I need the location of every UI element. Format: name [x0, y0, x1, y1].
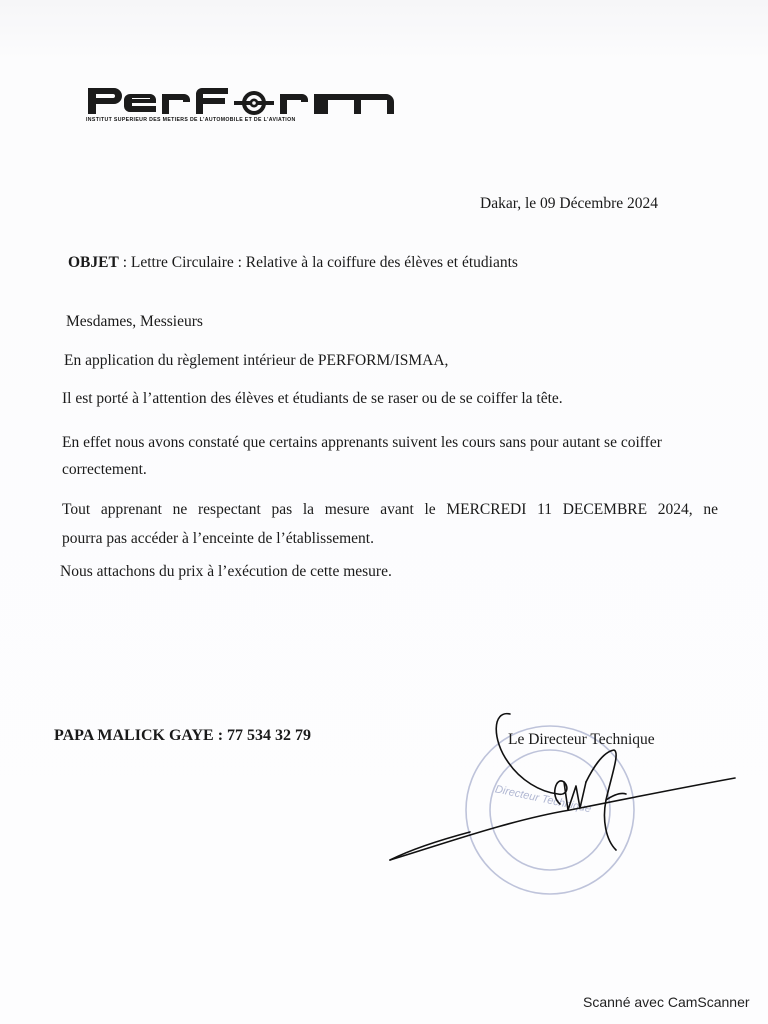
- paragraph-5: Nous attachons du prix à l’exécution de cette mesure.: [60, 563, 392, 580]
- paragraph-4-line-1: Tout apprenant ne respectant pas la mesure avant le MERCREDI 11 DECEMBRE 2024, ne: [62, 501, 718, 518]
- logo-subtitle: INSTITUT SUPERIEUR DES METIERS DE L'AUTOMOBILE ET DE L'AVIATION: [86, 117, 296, 123]
- scanner-footer: Scanné avec CamScanner: [583, 994, 750, 1010]
- letter-object: [68, 254, 518, 272]
- paragraph-4-line-2: pourra pas accéder à l’enceinte de l’établissement.: [62, 530, 374, 547]
- greeting: Mesdames, Messieurs: [66, 313, 203, 330]
- paragraph-4: [62, 495, 718, 553]
- contact-line: PAPA MALICK GAYE : 77 534 32 79: [54, 727, 312, 744]
- object-label: OBJET: [68, 254, 119, 271]
- stamp-text: Directeur Technique: [493, 783, 593, 816]
- object-text: : Lettre Circulaire : Relative à la coiffure des élèves et étudiants: [118, 254, 518, 271]
- handwritten-signature: [380, 700, 750, 880]
- paragraph-1: En application du règlement intérieur de PERFORM/ISMAA,: [64, 352, 449, 369]
- letter-date: Dakar, le 09 Décembre 2024: [480, 195, 658, 212]
- perform-wordmark: [86, 84, 400, 116]
- perform-logo: [86, 84, 400, 128]
- paragraph-3: En effet nous avons constaté que certains apprenants suivent les cours sans pour autant se coiffer correctement.: [62, 434, 662, 478]
- paragraph-2: Il est porté à l’attention des élèves et étudiants de se raser ou de se coiffer la tête.: [62, 390, 563, 407]
- signer-title: Le Directeur Technique: [508, 731, 655, 748]
